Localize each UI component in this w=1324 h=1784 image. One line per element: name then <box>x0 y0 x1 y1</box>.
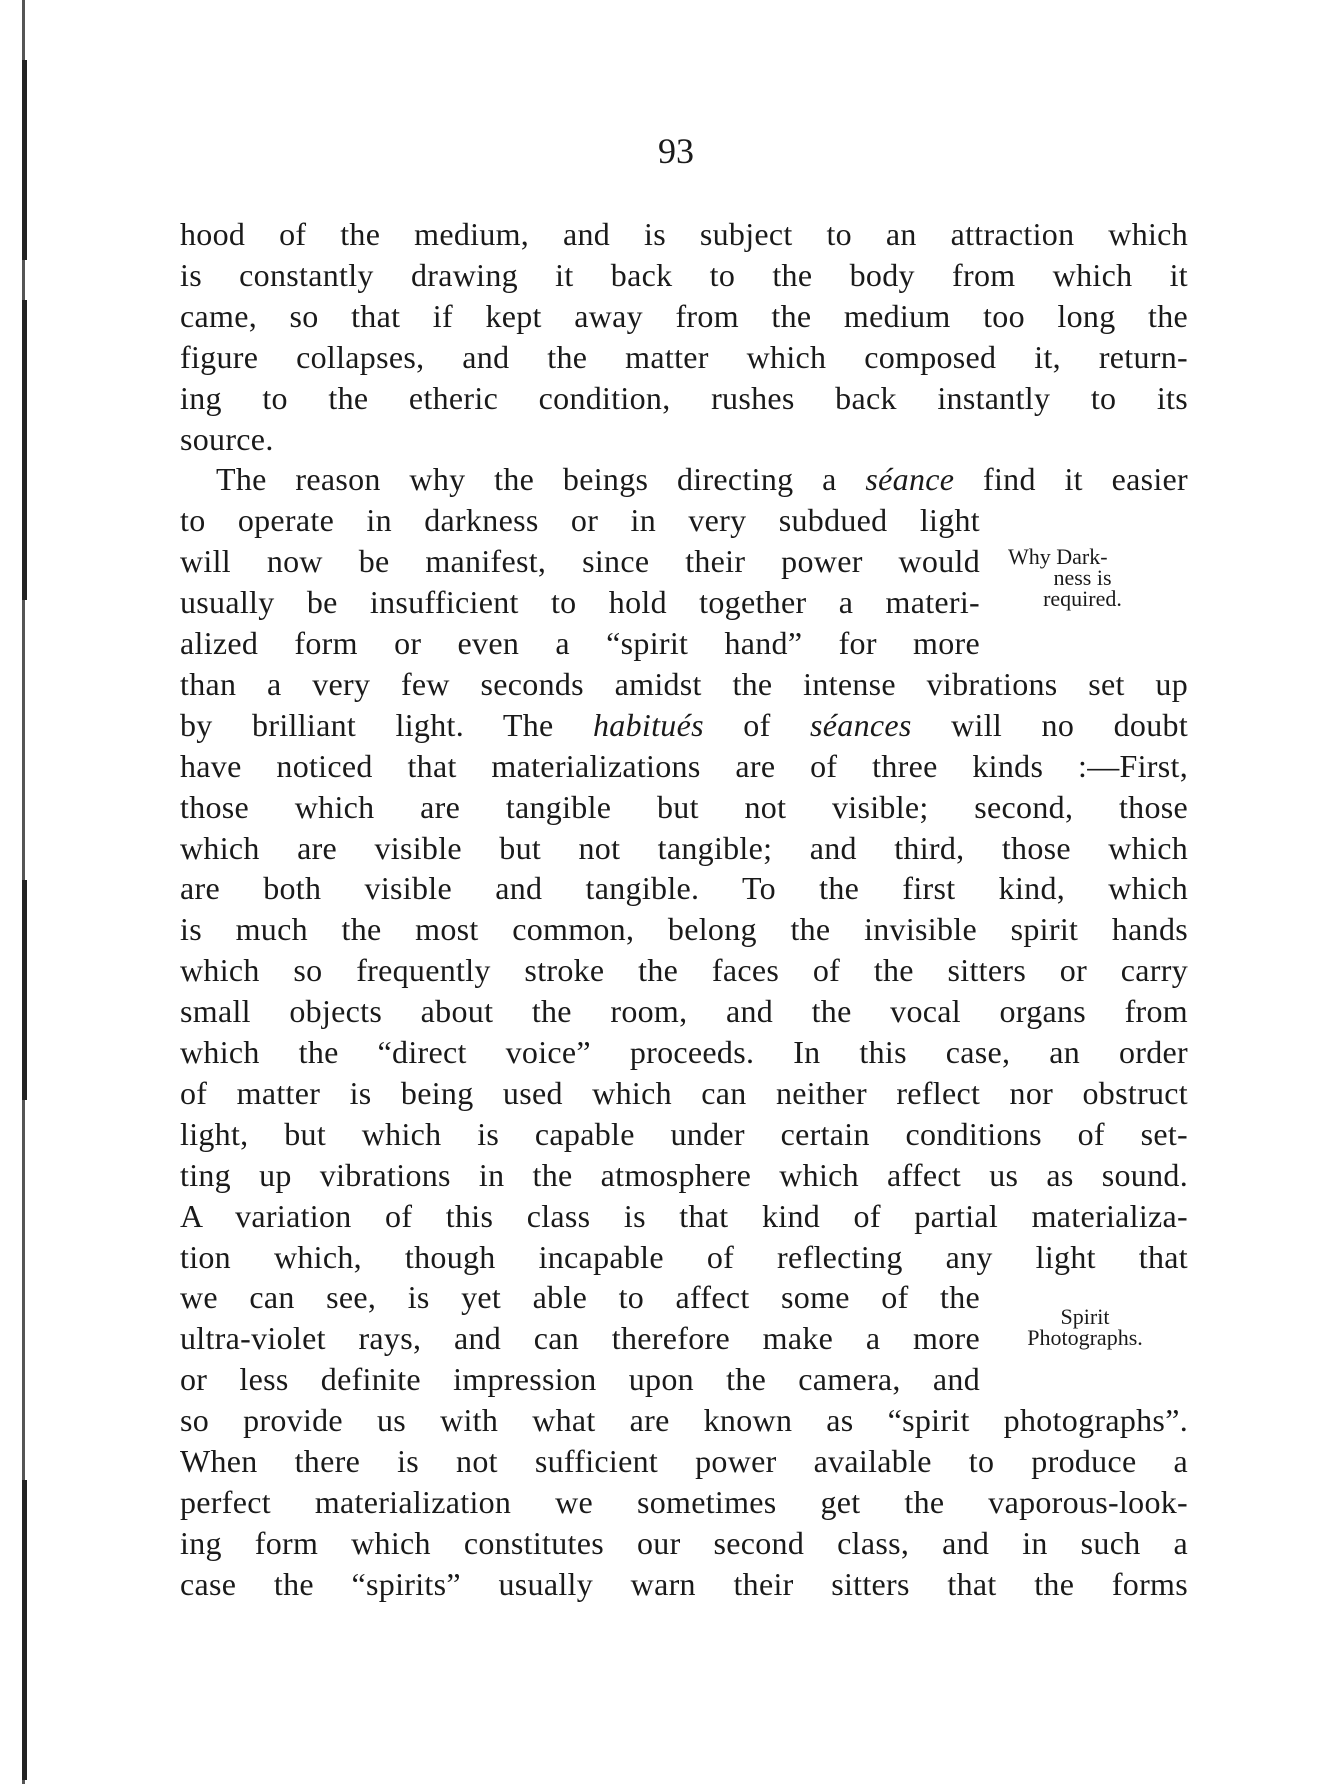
text-line <box>180 500 980 541</box>
text-segment: A variation of this class is that kind of partial materializa- <box>180 1197 1188 1234</box>
text-segment: is much the most common, belong the invisible spirit hands <box>180 911 1188 948</box>
text-line <box>180 1564 1188 1605</box>
text-segment: ing to the etheric condition, rushes back instantly to its <box>180 379 1188 416</box>
text-segment: When there is not sufficient power available to produce a <box>180 1443 1188 1479</box>
book-spine-mark <box>22 300 27 600</box>
text-segment: ing form which constitutes our second class, and in such a <box>180 1524 1188 1561</box>
text-segment: which are visible but not tangible; and third, those which <box>180 829 1188 866</box>
text-line <box>180 1114 1188 1155</box>
text-segment: will now be manifest, since their power would <box>180 543 980 580</box>
text-line <box>180 909 1188 950</box>
text-segment: small objects about the room, and the vocal organs from <box>180 993 1188 1030</box>
margin-note-line: Why Dark- <box>1008 544 1108 569</box>
text-segment: of <box>703 706 811 743</box>
text-segment: figure collapses, and the matter which composed it, return- <box>180 338 1188 375</box>
margin-note-line: ness is <box>1053 565 1112 590</box>
text-segment: will no doubt <box>911 706 1189 743</box>
text-segment: ultra-violet rays, and can therefore make a more <box>180 1320 980 1357</box>
text-line <box>180 1196 1188 1237</box>
margin-note-darkness <box>1000 546 1165 609</box>
text-segment: usually be insufficient to hold together a materi- <box>180 584 980 621</box>
italic-text: séance <box>865 461 955 498</box>
text-segment: or less definite impression upon the camera, and <box>180 1361 980 1398</box>
text-segment: by brilliant light. The <box>180 706 593 743</box>
text-line <box>180 255 1188 296</box>
text-line <box>180 705 1188 746</box>
text-line <box>180 828 1188 869</box>
text-segment: hood of the medium, and is subject to an attraction which <box>180 216 1188 252</box>
text-line <box>180 1073 1188 1114</box>
text-segment: those which are tangible but not visible; second, those <box>180 788 1188 825</box>
text-line <box>180 868 1188 909</box>
text-segment: source. <box>180 420 274 457</box>
text-segment: case the “spirits” usually warn their sitters that the forms <box>180 1565 1188 1602</box>
text-segment: tion which, though incapable of reflecting any light that <box>180 1238 1188 1275</box>
text-line <box>180 1155 1188 1196</box>
page-number: 93 <box>658 131 694 171</box>
text-segment: have noticed that materializations are of three kinds :—First, <box>180 747 1188 784</box>
margin-note-line: Photographs. <box>1027 1325 1143 1350</box>
text-line <box>180 1318 980 1359</box>
text-segment: than a very few seconds amidst the intense vibrations set up <box>180 665 1188 702</box>
text-line <box>180 1400 1188 1441</box>
text-line <box>180 378 1188 419</box>
text-segment: came, so that if kept away from the medium too long the <box>180 297 1188 334</box>
text-segment: which so frequently stroke the faces of the sitters or carry <box>180 952 1188 989</box>
text-segment: so provide us with what are known as “spirit photographs”. <box>180 1402 1188 1439</box>
text-line <box>180 541 980 582</box>
text-segment: which the “direct voice” proceeds. In this case, an order <box>180 1034 1188 1070</box>
text-line <box>180 1441 1188 1482</box>
text-line <box>180 950 1188 991</box>
text-line <box>180 1523 1188 1564</box>
text-line <box>180 419 1188 460</box>
text-segment: we can see, is yet able to affect some of the <box>180 1279 980 1316</box>
text-line <box>216 459 1188 500</box>
book-spine-mark <box>22 880 27 1100</box>
text-line <box>180 582 980 623</box>
text-line <box>180 337 1188 378</box>
text-segment: perfect materialization we sometimes get the vaporous-look- <box>180 1483 1188 1520</box>
text-segment: of matter is being used which can neither reflect nor obstruct <box>180 1074 1188 1111</box>
text-line <box>180 214 1188 255</box>
text-line <box>180 1237 1188 1278</box>
text-segment: find it easier <box>954 461 1189 498</box>
italic-text: séances <box>810 706 912 743</box>
text-segment: The reason why the beings directing a <box>216 461 866 498</box>
text-line <box>180 296 1188 337</box>
text-line <box>180 991 1188 1032</box>
margin-note-line: Spirit <box>1060 1304 1110 1329</box>
text-segment: light, but which is capable under certain conditions of set- <box>180 1115 1188 1152</box>
text-line <box>180 1359 980 1400</box>
text-line <box>180 746 1188 787</box>
text-segment: alized form or even a “spirit hand” for more <box>180 625 980 661</box>
text-segment: are both visible and tangible. To the first kind, which <box>180 870 1188 907</box>
text-line <box>180 1277 980 1318</box>
italic-text: habitués <box>593 706 704 743</box>
text-segment: is constantly drawing it back to the body from which it <box>180 256 1188 293</box>
text-line <box>180 1032 1188 1073</box>
book-spine-mark <box>22 1480 27 1780</box>
text-line <box>180 787 1188 828</box>
margin-note-line: required. <box>1043 586 1122 611</box>
text-segment: ting up vibrations in the atmosphere which affect us as sound. <box>180 1156 1188 1193</box>
text-line <box>180 664 1188 705</box>
text-segment: to operate in darkness or in very subdued light <box>180 502 980 539</box>
text-line <box>180 1482 1188 1523</box>
text-line <box>180 623 980 664</box>
margin-note-photographs <box>995 1306 1175 1348</box>
